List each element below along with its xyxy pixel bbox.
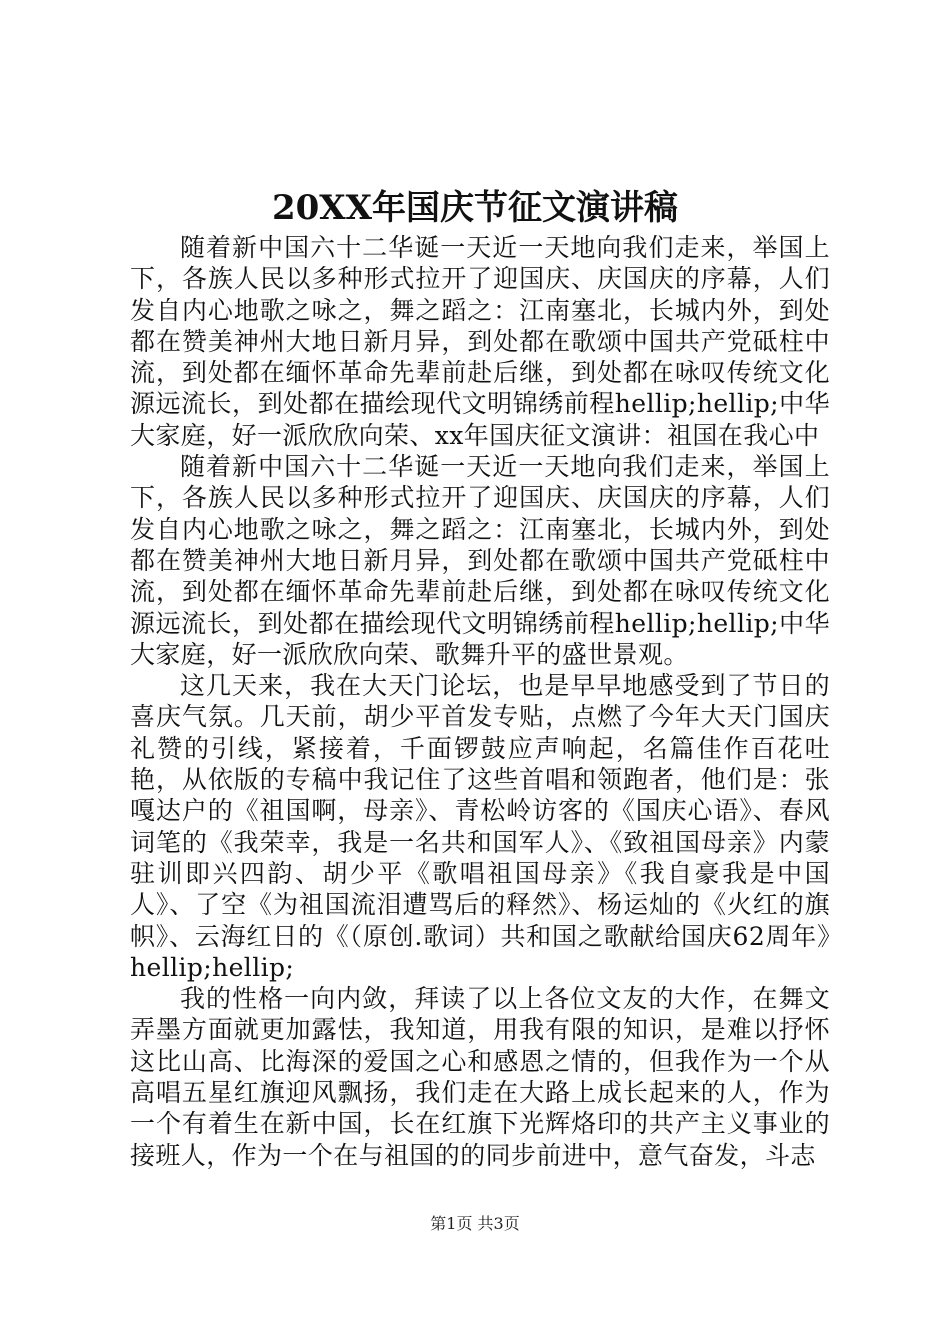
- page-footer: 第1页 共3页: [430, 1214, 520, 1233]
- paragraph-2: 随着新中国六十二华诞一天近一天地向我们走来，举国上下，各族人民以多种形式拉开了迎国庆、庆国庆的序幕，人们发自内心地歌之咏之，舞之蹈之：江南塞北，长城内外，到处都在赞美神州大地日新月异，到处都在歌颂中国共产党砥柱中流，到处都在缅怀革命先辈前赴后继，到处都在咏叹传统文化源远流长，到处都在描绘现代文明锦绣前程hellip;hellip;中华大家庭，好一派欣欣向荣、歌舞升平的盛世景观。: [130, 452, 830, 669]
- paragraph-4: 我的性格一向内敛，拜读了以上各位文友的大作，在舞文弄墨方面就更加露怯，我知道，用我有限的知识，是难以抒怀这比山高、比海深的爱国之心和感恩之情的，但我作为一个从高唱五星红旗迎风飘扬，我们走在大路上成长起来的人，作为一个有着生在新中国，长在红旗下光辉烙印的共产主义事业的接班人，作为一个在与祖国的的同步前进中，意气奋发，斗志: [130, 984, 830, 1170]
- document-body: [130, 232, 830, 1171]
- document-title: 20XX年国庆节征文演讲稿: [271, 188, 679, 228]
- paragraph-3: 这几天来，我在大天门论坛，也是早早地感受到了节日的喜庆气氛。几天前，胡少平首发专贴，点燃了今年大天门国庆礼赞的引线，紧接着，千面锣鼓应声响起，名篇佳作百花吐艳，从依版的专稿中我记住了这些首唱和领跑者，他们是：张嘎达户的《祖国啊，母亲》、青松岭访客的《国庆心语》、春风词笔的《我荣幸，我是一名共和国军人》、《致祖国母亲》内蒙驻训即兴四韵、胡少平《歌唱祖国母亲》《我自豪我是中国人》、了空《为祖国流泪遭骂后的释然》、杨运灿的《火红的旗帜》、云海红日的《（原创.歌词）共和国之歌献给国庆62周年》hellip;hellip;: [130, 671, 830, 982]
- paragraph-1: 随着新中国六十二华诞一天近一天地向我们走来，举国上下，各族人民以多种形式拉开了迎国庆、庆国庆的序幕，人们发自内心地歌之咏之，舞之蹈之：江南塞北，长城内外，到处都在赞美神州大地日新月异，到处都在歌颂中国共产党砥柱中流，到处都在缅怀革命先辈前赴后继，到处都在咏叹传统文化源远流长，到处都在描绘现代文明锦绣前程hellip;hellip;中华大家庭，好一派欣欣向荣、xx年国庆征文演讲：祖国在我心中: [130, 233, 830, 450]
